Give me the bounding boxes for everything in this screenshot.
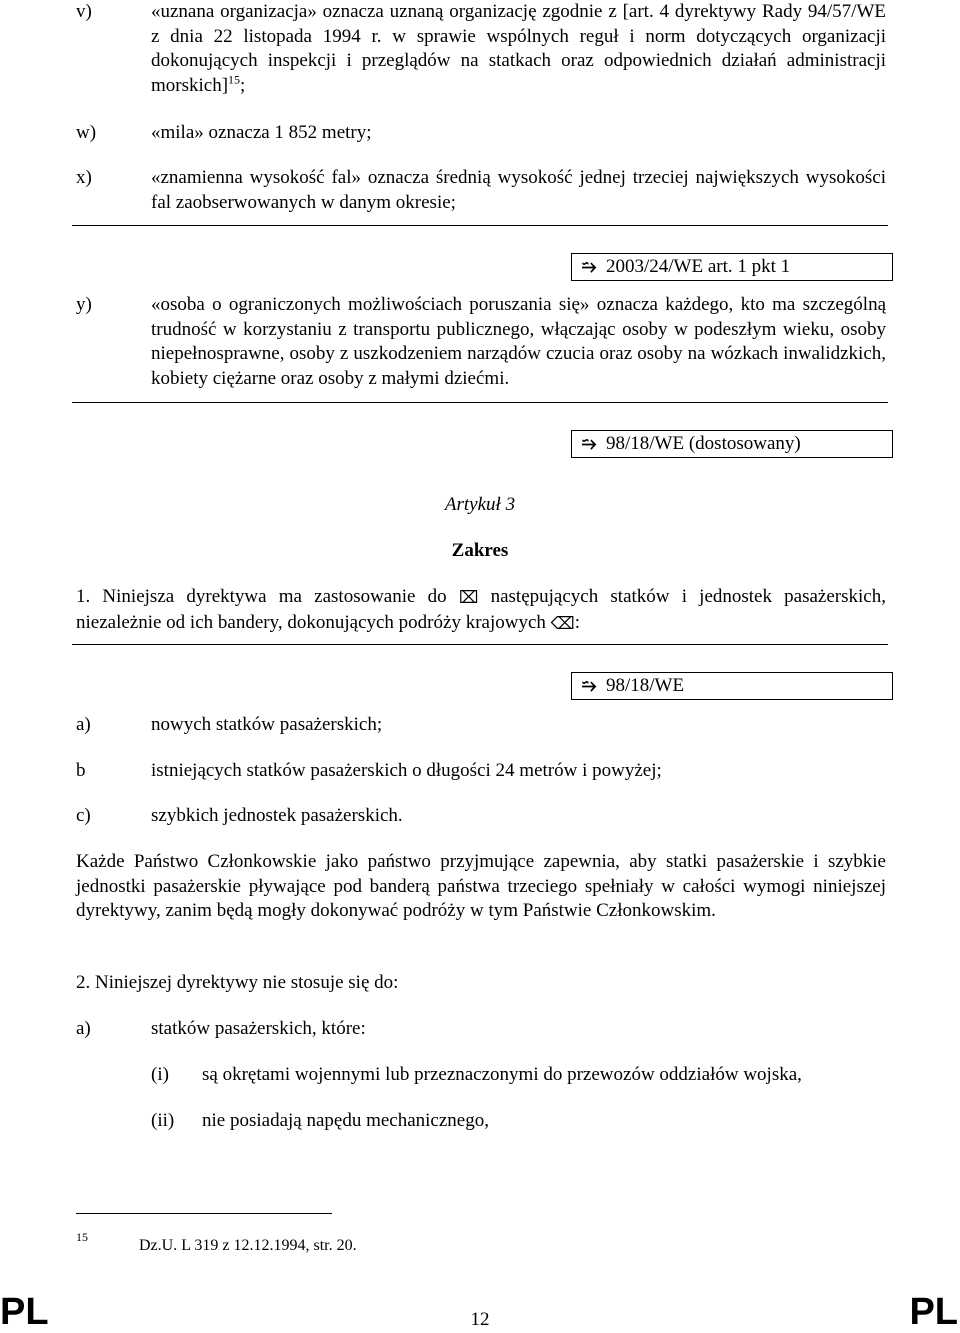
- item-text-x: «znamienna wysokość fal» oznacza średnią wysokość jednej trzeciej największych wysokości fal zaobserwowanych w danym okresie;: [151, 167, 886, 213]
- item-text-y: «osoba o ograniczonych możliwościach poruszania się» oznacza każdego, kto ma szczególną trudność w korzystaniu z transportu publicznego, włączając osoby w podeszłym wieku, osoby niepełnosprawne, osoby z uszkodzeniem narządów czucia oraz osoby na wózkach inwalidzkich, kobiety ciężarne oraz osoby z małymi dziećmi.: [151, 294, 886, 389]
- reference-box-2003-24: [571, 253, 893, 281]
- sub-item-label: (ii): [151, 1110, 175, 1131]
- item-label-y: y): [76, 294, 92, 315]
- item-v-body: «uznana organizacja» oznacza uznaną organizację zgodnie z [art. 4 dyrektywy Rady 94/57/WE z dnia 22 listopada 1994 r. w sprawie wspólnych reguł i norm dotyczących organizacji dokonujących inspekcji i przeglądów na statkach oraz odpowiednich działań administracji morskich]: [151, 1, 886, 96]
- footnote-text: Dz.U. L 319 z 12.12.1994, str. 20.: [139, 1237, 357, 1254]
- paragraph-1-middle: następujących statków i jednostek pasażerskich, niezależnie od ich bandery, dokonujących podróży krajowych: [76, 586, 886, 633]
- reference-text: 98/18/WE (dostosowany): [606, 433, 801, 454]
- item-text-w: «mila» oznacza 1 852 metry;: [151, 122, 372, 143]
- paragraph-1-end: :: [574, 611, 580, 633]
- footer-language-left: PL: [0, 1291, 49, 1333]
- reference-box-98-18: [571, 672, 893, 700]
- list-item-text: szybkich jednostek pasażerskich.: [151, 805, 403, 826]
- footer-language-right: PL: [909, 1291, 958, 1333]
- article-title: Zakres: [451, 540, 509, 561]
- paragraph-member-states: Każde Państwo Członkowskie jako państwo przyjmujące zapewnia, aby statki pasażerskie i szybkie jednostki pasażerskie pływające pod banderą państwa trzeciego spełniały w całości wymogi niniejszej dyrektywy, zanim będą mogły dokonywać podróży w tym Państwie Członkowskim.: [76, 851, 886, 922]
- item-label-w: w): [76, 122, 97, 143]
- insert-end-icon: ⌫: [550, 613, 575, 634]
- article-number: Artykuł 3: [444, 494, 516, 515]
- list-item-text: nowych statków pasażerskich;: [151, 714, 383, 735]
- down-arrow-icon: ⭇: [582, 256, 597, 277]
- separator-line: [72, 644, 888, 645]
- reference-box-98-18-adapted: [571, 430, 893, 458]
- down-arrow-icon: ⭇: [582, 675, 597, 696]
- item-label-v: v): [76, 1, 92, 22]
- list-item-label: c): [76, 805, 91, 826]
- separator-line: [72, 225, 888, 226]
- paragraph-1-start: 1. Niniejsza dyrektywa ma zastosowanie do: [76, 586, 447, 607]
- footnote-ref-15[interactable]: 15: [228, 72, 241, 87]
- sub-item-text: są okrętami wojennymi lub przeznaczonymi do przewozów oddziałów wojska,: [202, 1064, 802, 1085]
- reference-text: 2003/24/WE art. 1 pkt 1: [606, 256, 791, 277]
- sub-item-label: (i): [151, 1064, 169, 1085]
- item-text-v: [151, 0, 886, 98]
- separator-line: [72, 402, 888, 403]
- footnote-number: 15: [76, 1230, 88, 1244]
- item-label-x: x): [76, 167, 92, 188]
- list-item-label: b: [76, 760, 86, 781]
- sub-item-text: nie posiadają napędu mechanicznego,: [202, 1110, 489, 1131]
- list-item-label: a): [76, 714, 91, 735]
- footnote-separator: [76, 1213, 332, 1214]
- list-item-text: statków pasażerskich, które:: [151, 1018, 366, 1039]
- insert-start-icon: ⌧: [458, 588, 479, 608]
- paragraph-2: 2. Niniejszej dyrektywy nie stosuje się do:: [76, 972, 399, 993]
- page-number: 12: [470, 1309, 490, 1330]
- list-item-text: istniejących statków pasażerskich o długości 24 metrów i powyżej;: [151, 760, 662, 781]
- down-arrow-icon: ⭇: [582, 433, 597, 454]
- item-v-tail: ;: [240, 74, 246, 96]
- reference-text: 98/18/WE: [606, 675, 685, 696]
- list-item-label: a): [76, 1018, 91, 1039]
- paragraph-1: [76, 585, 886, 636]
